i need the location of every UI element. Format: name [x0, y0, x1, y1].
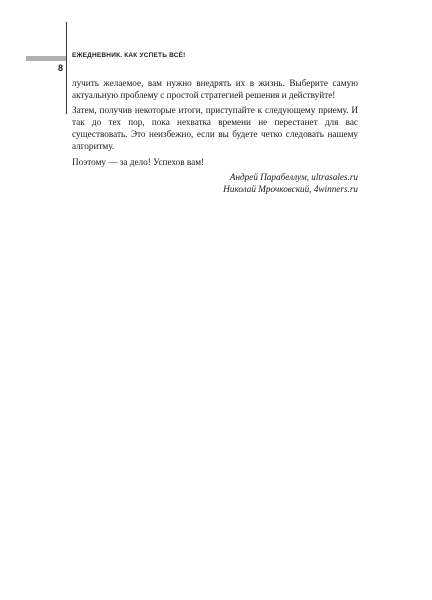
author-signature: Андрей Парабеллум, ultrasales.ru	[229, 171, 358, 182]
paragraph: Поэтому — за дело! Успехов вам!	[72, 156, 205, 167]
paragraph: лучить желаемое, вам нужно внедрять их в жизнь. Выберите самую актуальную проблему с простой стратегией решения и действуйте!	[72, 78, 358, 101]
author-signature: Николай Мрочковский, 4winners.ru	[223, 183, 358, 194]
running-title: ЕЖЕДНЕВНИК. КАК УСПЕТЬ ВСЁ!	[72, 52, 186, 59]
margin-rule	[66, 22, 67, 114]
paragraph: Затем, получив некоторые итоги, приступайте к следующему приему. И так до тех пор, пока нехватка времени не перестанет для вас существовать. Это неизбежно, если вы будете четко следовать нашему алгоритму.	[72, 105, 358, 152]
body-text	[72, 77, 358, 195]
page-number: 8	[58, 63, 64, 73]
page-number-tab	[26, 56, 66, 61]
